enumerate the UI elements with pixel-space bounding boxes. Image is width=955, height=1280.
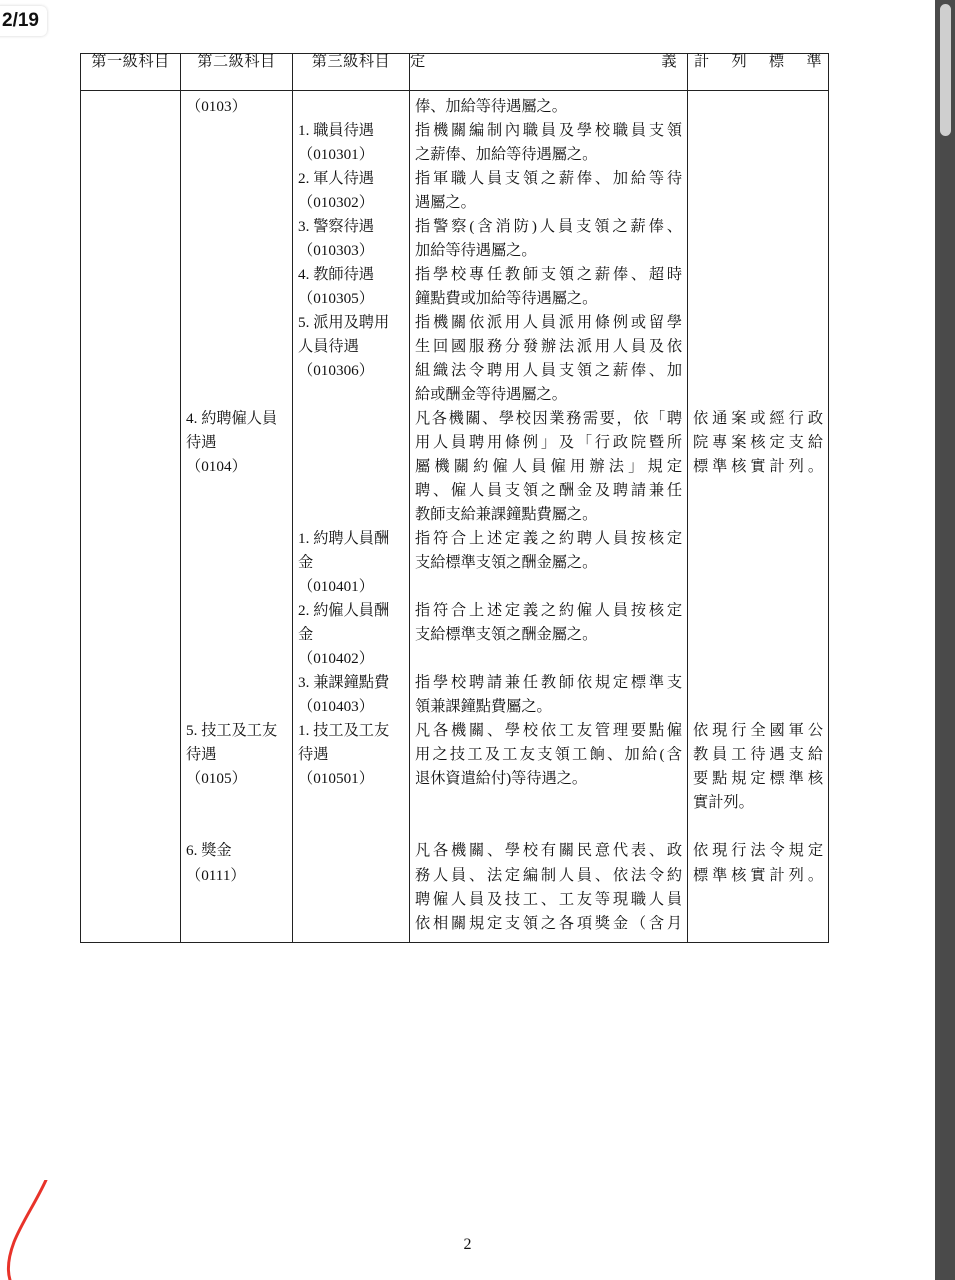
cell-criteria-line: 要點規定標準核: [693, 770, 823, 788]
header-level1: 第一級科目: [81, 54, 181, 91]
cell-definition-line: 組織法令聘用人員支領之薪俸、加: [415, 362, 682, 380]
cell-level3-line: 待遇: [298, 746, 329, 764]
spacer-line: [693, 551, 823, 575]
spacer-line: [186, 888, 287, 912]
table-content-row: [81, 91, 829, 943]
cell-level3-line: 金: [298, 554, 314, 572]
cell-definition-line: 領兼課鐘點費屬之。: [415, 698, 552, 716]
spacer-line: [298, 479, 404, 503]
spacer-line: [186, 479, 287, 503]
header-criteria-2: 列: [731, 53, 748, 70]
cell-definition-line: 指軍職人員支領之薪俸、加給等待: [415, 170, 682, 188]
spacer-line: [86, 263, 175, 287]
spacer-line: [86, 671, 175, 695]
spacer-line: [186, 383, 287, 407]
cell-definition-line: 聘僱人員及技工、工友等現職人員: [415, 890, 682, 908]
cell-level2-line: 5. 技工及工友: [186, 722, 278, 740]
cell-definition-line: 遇屬之。: [415, 194, 476, 212]
header-criteria-4: 準: [806, 53, 822, 70]
spacer-line: [186, 335, 287, 359]
cell-level2-line: 4. 約聘僱人員: [186, 410, 278, 428]
spacer-line: [693, 599, 823, 623]
cell-criteria-line: 實計列。: [693, 794, 754, 812]
cell-criteria-line: 標準核實計列。: [693, 458, 823, 476]
cell-criteria-line: 依現行法令規定: [693, 842, 823, 860]
cell-definition-line: 鐘點費或加給等待遇屬之。: [415, 290, 598, 308]
cell-level2-line: （0105）: [186, 770, 247, 788]
cell-level3-line: 1. 職員待遇: [298, 122, 374, 140]
header-criteria-3: 標: [768, 53, 785, 70]
cell-level2-line: （0103）: [186, 98, 247, 115]
cell-criteria-line: 院專案核定支給: [693, 434, 823, 452]
spacer-line: [298, 888, 404, 912]
spacer-line: [86, 912, 175, 936]
cell-level3-line: （010302）: [298, 194, 374, 212]
spacer-line: [298, 791, 404, 815]
spacer-line: [693, 815, 823, 839]
cell-definition-line: 支給標準支領之酬金屬之。: [415, 554, 598, 572]
spacer-line: [86, 119, 175, 143]
spacer-line: [298, 431, 404, 455]
spacer-line: [86, 191, 175, 215]
cell-definition-line: 退休資遣給付)等待遇之。: [415, 770, 588, 788]
header-definition-right: 義: [661, 53, 677, 70]
cell-definition-line: 指符合上述定義之約僱人員按核定: [415, 602, 682, 620]
cell-criteria-line: 標準核實計列。: [693, 866, 823, 884]
cell-level2: [181, 91, 293, 943]
spacer-line: [186, 527, 287, 551]
cell-definition-line: 給或酬金等待遇屬之。: [415, 386, 567, 404]
cell-definition: [410, 91, 688, 943]
spacer-line: [186, 143, 287, 167]
spacer-line: [693, 335, 823, 359]
spacer-line: [86, 311, 175, 335]
cell-definition-line: 生回國服務分發辦法派用人員及依: [415, 338, 682, 356]
cell-definition-line: 指機關編制內職員及學校職員支領: [415, 122, 682, 140]
spacer-line: [693, 479, 823, 503]
spacer-line: [186, 599, 287, 623]
spacer-line: [693, 912, 823, 936]
cell-level3-line: （010501）: [298, 770, 374, 788]
spacer-line: [415, 575, 682, 599]
spacer-line: [186, 695, 287, 719]
header-criteria: [688, 54, 829, 91]
spacer-line: [86, 143, 175, 167]
cell-level3-line: 人員待遇: [298, 338, 359, 356]
cell-definition-line: 俸、加給等待遇屬之。: [415, 98, 567, 115]
table-header-row: [81, 54, 829, 91]
spacer-line: [298, 839, 404, 863]
spacer-line: [186, 167, 287, 191]
spacer-line: [186, 575, 287, 599]
spacer-line: [693, 167, 823, 191]
spacer-line: [86, 575, 175, 599]
cell-level2-line: （0111）: [186, 866, 246, 884]
spacer-line: [86, 864, 175, 888]
spacer-line: [86, 335, 175, 359]
header-definition: [410, 54, 688, 91]
spacer-line: [693, 119, 823, 143]
spacer-line: [86, 95, 175, 119]
spacer-line: [86, 623, 175, 647]
spacer-line: [415, 815, 682, 839]
spacer-line: [693, 888, 823, 912]
spacer-line: [86, 551, 175, 575]
header-definition-left: 定: [410, 53, 426, 70]
cell-level1: [81, 91, 181, 943]
scrollbar-thumb[interactable]: [940, 4, 951, 136]
spacer-line: [86, 599, 175, 623]
header-level3: 第三級科目: [293, 54, 410, 91]
cell-level3-line: 5. 派用及聘用: [298, 314, 390, 332]
spacer-line: [298, 815, 404, 839]
spacer-line: [298, 95, 404, 119]
spacer-line: [298, 407, 404, 431]
spacer-line: [186, 671, 287, 695]
red-pen-annotation: [0, 1180, 70, 1280]
spacer-line: [86, 791, 175, 815]
spacer-line: [186, 263, 287, 287]
spacer-line: [186, 311, 287, 335]
spacer-line: [298, 455, 404, 479]
cell-level3-line: 3. 兼課鐘點費: [298, 674, 390, 692]
spacer-line: [86, 287, 175, 311]
cell-definition-line: 用之技工及工友支領工餉、加給(含: [415, 746, 682, 764]
spacer-line: [86, 767, 175, 791]
spacer-line: [693, 695, 823, 719]
cell-definition-line: 依相關規定支領之各項獎金（含月: [415, 914, 682, 932]
spacer-line: [693, 647, 823, 671]
spacer-line: [298, 912, 404, 936]
cell-definition-line: 指警察(含消防)人員支領之薪俸、: [415, 218, 682, 236]
spacer-line: [186, 191, 287, 215]
spacer-line: [298, 503, 404, 527]
cell-definition-line: 加給等待遇屬之。: [415, 242, 537, 260]
cell-definition-line: 教師支給兼課鐘點費屬之。: [415, 506, 598, 524]
spacer-line: [186, 815, 287, 839]
cell-definition-line: 之薪俸、加給等待遇屬之。: [415, 146, 598, 164]
cell-definition-line: 屬機關約僱人員僱用辦法」規定: [415, 458, 682, 476]
spacer-line: [86, 215, 175, 239]
spacer-line: [186, 551, 287, 575]
spacer-line: [186, 647, 287, 671]
cell-level3-line: 金: [298, 626, 314, 644]
cell-criteria-line: 依現行全國軍公: [693, 722, 823, 740]
cell-definition-line: 指學校聘請兼任教師依規定標準支: [415, 674, 682, 692]
cell-definition-line: 凡各機關、學校因業務需要，依「聘: [415, 410, 682, 428]
spacer-line: [693, 623, 823, 647]
cell-criteria-line: 依通案或經行政: [693, 410, 823, 428]
spacer-line: [86, 455, 175, 479]
spacer-line: [186, 503, 287, 527]
spacer-line: [693, 239, 823, 263]
spacer-line: [693, 311, 823, 335]
header-level2: 第二級科目: [181, 54, 293, 91]
page-indicator-badge: 2/19: [0, 6, 47, 36]
cell-level3-line: （010303）: [298, 242, 374, 260]
spacer-line: [86, 647, 175, 671]
spacer-line: [186, 287, 287, 311]
page-number: 2: [463, 1236, 472, 1253]
cell-definition-line: 用人員聘用條例」及「行政院暨所: [415, 434, 682, 452]
cell-definition-line: 指機關依派用人員派用條例或留學: [415, 314, 682, 332]
spacer-line: [86, 167, 175, 191]
spacer-line: [693, 191, 823, 215]
spacer-line: [186, 791, 287, 815]
spacer-line: [693, 95, 823, 119]
cell-level3: [293, 91, 410, 943]
spacer-line: [693, 383, 823, 407]
cell-definition-line: 指符合上述定義之約聘人員按核定: [415, 530, 682, 548]
spacer-line: [86, 888, 175, 912]
table-body: [81, 91, 829, 943]
spacer-line: [415, 647, 682, 671]
spacer-line: [693, 503, 823, 527]
spacer-line: [86, 503, 175, 527]
vertical-scrollbar[interactable]: [935, 0, 955, 1280]
cell-level2-line: （0104）: [186, 458, 247, 476]
spacer-line: [693, 359, 823, 383]
cell-level3-line: （010305）: [298, 290, 374, 308]
spacer-line: [693, 671, 823, 695]
spacer-line: [186, 239, 287, 263]
cell-level3-line: （010402）: [298, 650, 374, 668]
spacer-line: [86, 743, 175, 767]
spacer-line: [86, 719, 175, 743]
spacer-line: [86, 431, 175, 455]
cell-level3-line: （010403）: [298, 698, 374, 716]
cell-level3-line: 1. 約聘人員酬: [298, 530, 390, 548]
spacer-line: [186, 215, 287, 239]
spacer-line: [86, 839, 175, 863]
spacer-line: [693, 215, 823, 239]
spacer-line: [86, 527, 175, 551]
spacer-line: [86, 359, 175, 383]
cell-level3-line: （010301）: [298, 146, 374, 164]
cell-definition-line: 凡各機關、學校有關民意代表、政: [415, 842, 682, 860]
spacer-line: [86, 407, 175, 431]
cell-level2-line: 6. 獎金: [186, 842, 232, 860]
spacer-line: [86, 383, 175, 407]
spacer-line: [298, 383, 404, 407]
spacer-line: [693, 263, 823, 287]
spacer-line: [186, 359, 287, 383]
spacer-line: [693, 287, 823, 311]
spacer-line: [86, 695, 175, 719]
accounting-subject-table: [80, 53, 829, 943]
spacer-line: [86, 815, 175, 839]
cell-level3-line: 3. 警察待遇: [298, 218, 374, 236]
cell-criteria: [688, 91, 829, 943]
cell-definition-line: 聘、僱人員支領之酬金及聘請兼任: [415, 482, 682, 500]
cell-definition-line: 支給標準支領之酬金屬之。: [415, 626, 598, 644]
cell-level2-line: 待遇: [186, 434, 217, 452]
spacer-line: [186, 623, 287, 647]
spacer-line: [186, 119, 287, 143]
spacer-line: [415, 791, 682, 815]
cell-level3-line: 4. 教師待遇: [298, 266, 374, 284]
spacer-line: [86, 239, 175, 263]
cell-level3-line: 1. 技工及工友: [298, 722, 390, 740]
cell-level3-line: （010401）: [298, 578, 374, 596]
cell-level3-line: 2. 約僱人員酬: [298, 602, 390, 620]
cell-definition-line: 凡各機關、學校依工友管理要點僱: [415, 722, 682, 740]
spacer-line: [693, 575, 823, 599]
spacer-line: [693, 527, 823, 551]
spacer-line: [298, 864, 404, 888]
spacer-line: [86, 479, 175, 503]
cell-criteria-line: 教員工待遇支給: [693, 746, 823, 764]
header-criteria-1: 計: [694, 53, 710, 70]
cell-level3-line: 2. 軍人待遇: [298, 170, 374, 188]
spacer-line: [693, 143, 823, 167]
cell-level2-line: 待遇: [186, 746, 217, 764]
cell-definition-line: 務人員、法定編制人員、依法令約: [415, 866, 682, 884]
cell-definition-line: 指學校專任教師支領之薪俸、超時: [415, 266, 682, 284]
spacer-line: [186, 912, 287, 936]
cell-level3-line: （010306）: [298, 362, 374, 380]
